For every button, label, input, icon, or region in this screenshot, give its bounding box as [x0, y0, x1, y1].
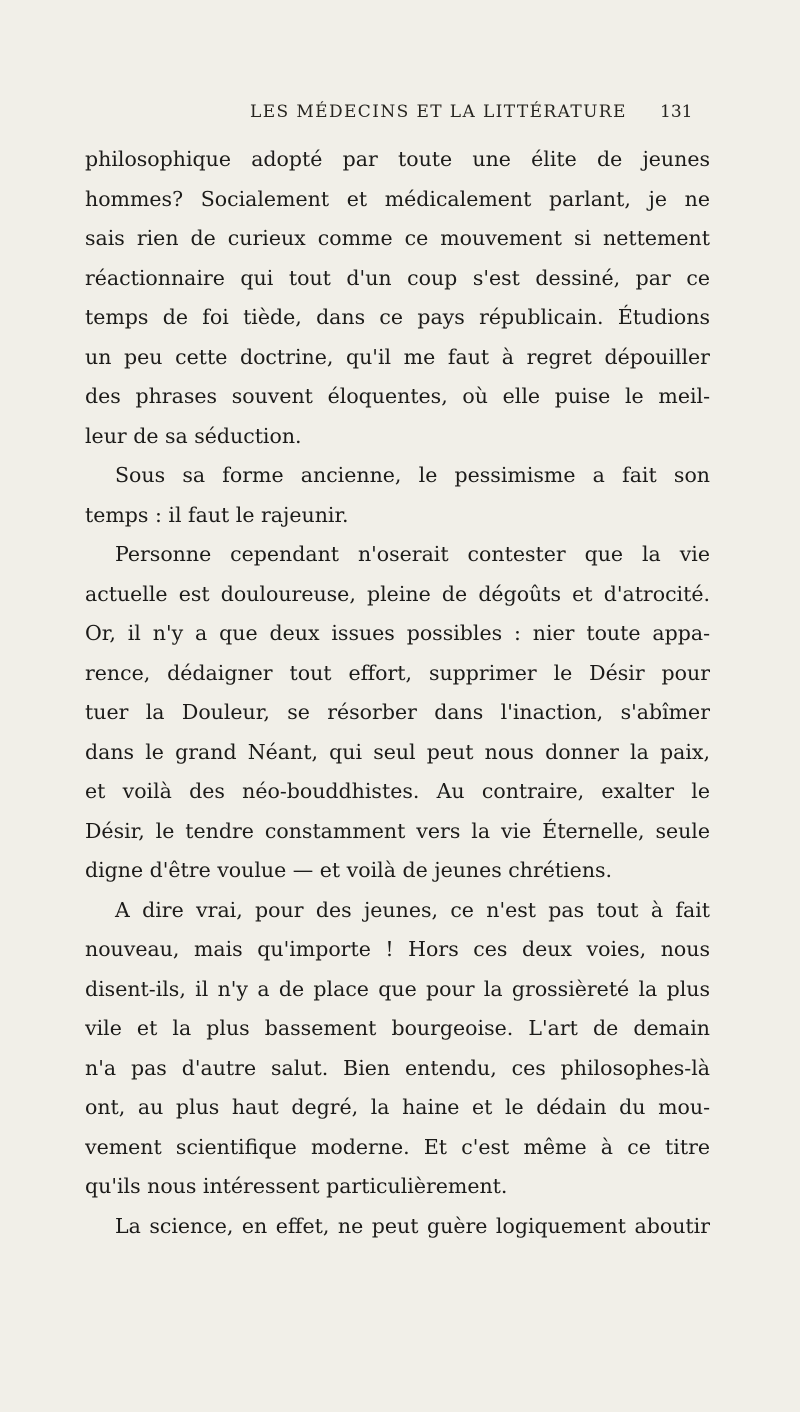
text-line: des phrases souvent éloquentes, où elle puise le meil- — [85, 384, 710, 408]
text-line: hommes? Socialement et médicalement parlant, je ne — [85, 186, 710, 211]
page-number: 131 — [660, 102, 693, 122]
text-line: leur de sa séduction. — [85, 423, 302, 448]
text-line: et voilà des néo-bouddhistes. Au contraire, exalter le — [85, 779, 710, 803]
text-line: vile et la plus bassement bourgeoise. L'art de demain — [85, 1016, 710, 1040]
text-line: temps de foi tiède, dans ce pays républicain. Étudions — [85, 305, 710, 329]
text-line: Personne cependant n'oserait contester que la vie — [115, 542, 710, 566]
text-line: un peu cette doctrine, qu'il me faut à regret dépouiller — [85, 344, 710, 369]
text-line: A dire vrai, pour des jeunes, ce n'est pas tout à fait — [115, 897, 710, 922]
body-text — [85, 140, 710, 1246]
text-line: Or, il n'y a que deux issues possibles : nier toute appa- — [85, 621, 710, 645]
text-line: rence, dédaigner tout effort, supprimer le Désir pour — [85, 660, 710, 685]
text-line: philosophique adopté par toute une élite de jeunes — [85, 147, 710, 171]
text-line: n'a pas d'autre salut. Bien entendu, ces philosophes-là — [85, 1055, 710, 1080]
running-header: LES MÉDECINS ET LA LITTÉRATURE — [250, 102, 627, 122]
text-line: qu'ils nous intéressent particulièrement. — [85, 1174, 508, 1198]
text-line: temps : il faut le rajeunir. — [85, 502, 349, 527]
text-line: ont, au plus haut degré, la haine et le dédain du mou- — [85, 1095, 710, 1119]
text-line: Sous sa forme ancienne, le pessimisme a fait son — [115, 463, 710, 487]
text-line: sais rien de curieux comme ce mouvement si nettement — [85, 226, 710, 250]
text-line: La science, en effet, ne peut guère logiquement aboutir — [115, 1213, 710, 1238]
text-line: Désir, le tendre constamment vers la vie Éternelle, seule — [85, 818, 710, 843]
text-line: vement scientifique moderne. Et c'est même à ce titre — [85, 1134, 710, 1159]
text-line: digne d'être voulue — et voilà de jeunes chrétiens. — [85, 858, 613, 882]
text-line: disent-ils, il n'y a de place que pour la grossièreté la plus — [85, 976, 710, 1001]
text-line: dans le grand Néant, qui seul peut nous donner la paix, — [85, 739, 710, 764]
text-line: tuer la Douleur, se résorber dans l'inaction, s'abîmer — [85, 700, 710, 724]
text-line: actuelle est douloureuse, pleine de dégoûts et d'atrocité. — [85, 581, 710, 606]
text-line: nouveau, mais qu'importe ! Hors ces deux voies, nous — [85, 937, 710, 961]
text-line: réactionnaire qui tout d'un coup s'est dessiné, par ce — [85, 265, 710, 290]
